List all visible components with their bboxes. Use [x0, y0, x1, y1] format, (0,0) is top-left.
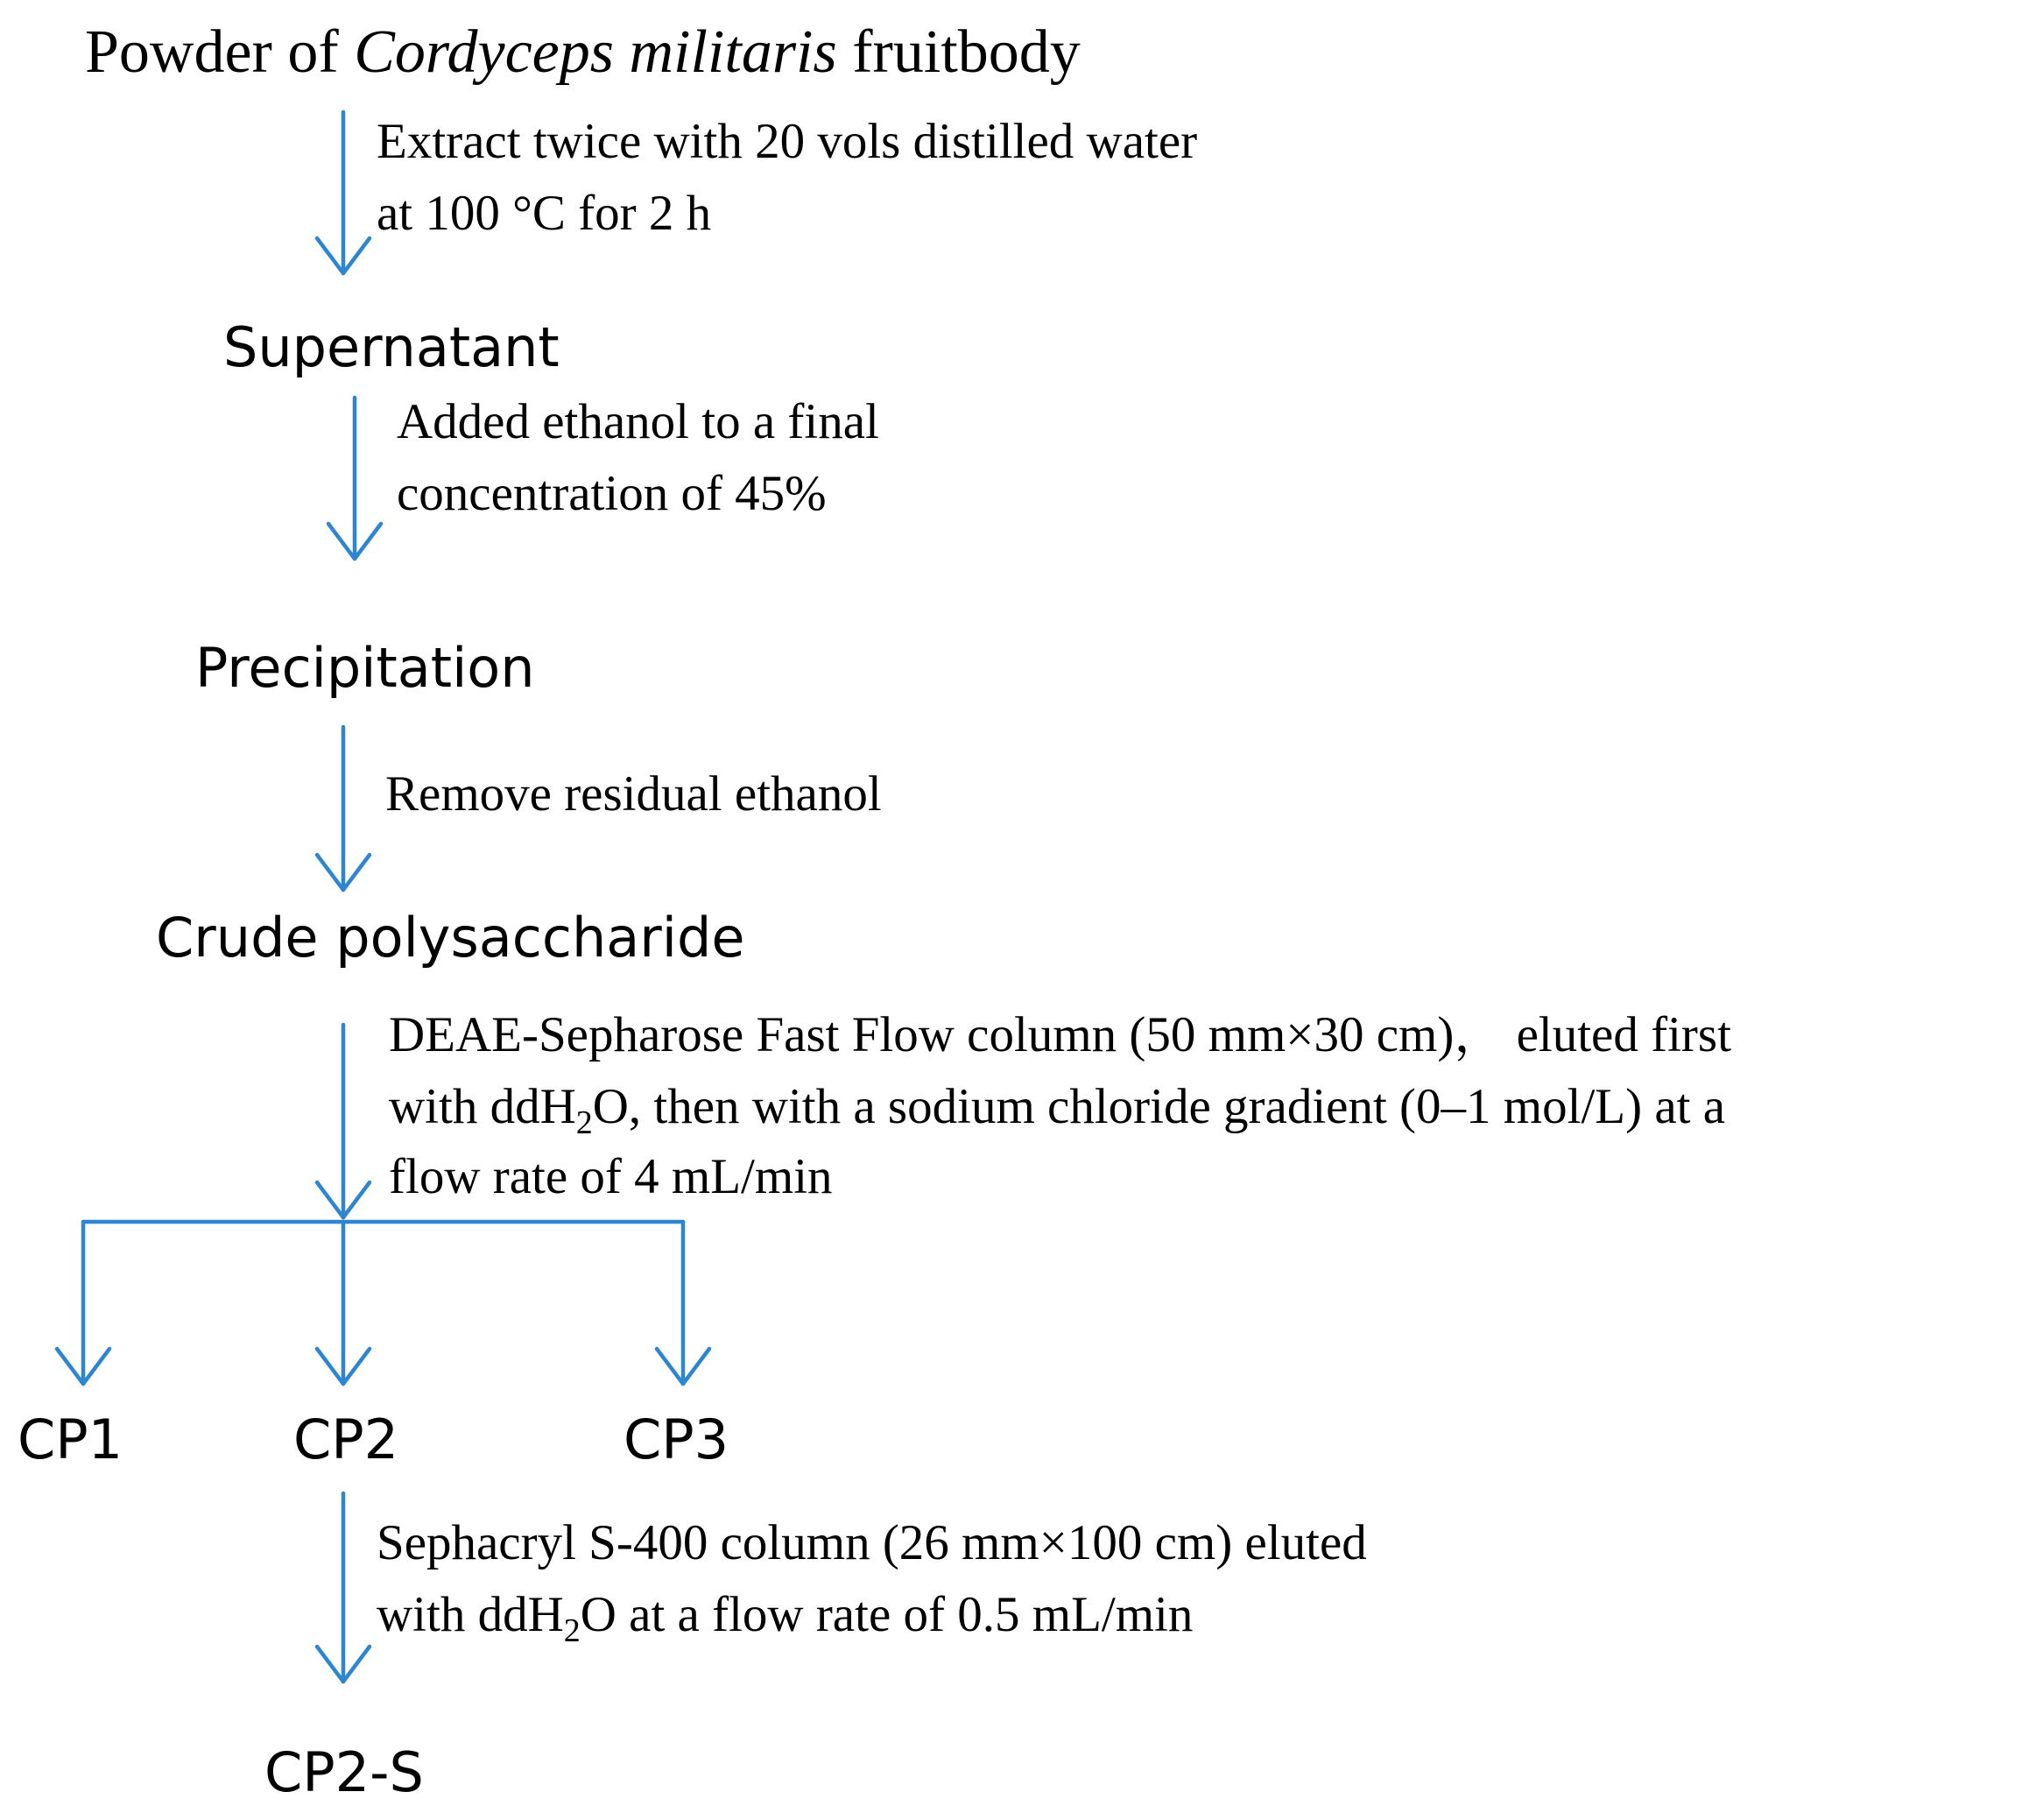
node-crude-polysaccharide: Crude polysaccharide [156, 906, 745, 970]
node-supernatant: Supernatant [223, 315, 560, 379]
branch-connector [57, 1222, 709, 1384]
step-deae-line2: with ddH$_2$O, then with a sodium chloride gradient (0–1 mol/L) at a [389, 1079, 1726, 1141]
node-cp1: CP1 [18, 1407, 123, 1471]
arrow-sephacryl [317, 1493, 370, 1682]
species-name: Cordyceps militaris [354, 18, 837, 86]
step-extract-line1: Extract twice with 20 vols distilled water [377, 114, 1198, 169]
arrow-ethanol [328, 398, 381, 559]
step-ethanol-line1: Added ethanol to a final [397, 394, 879, 449]
step-deae-line1: DEAE-Sepharose Fast Flow column (50 mm×30 cm)， eluted first [389, 1007, 1731, 1062]
arrow-deae [317, 1025, 370, 1217]
step-sephacryl-line2: with ddH$_2$O at a flow rate of 0.5 mL/min [377, 1587, 1194, 1649]
node-cp3: CP3 [624, 1407, 729, 1471]
arrow-extract [317, 112, 370, 273]
step-sephacryl-line1: Sephacryl S-400 column (26 mm×100 cm) eluted [377, 1515, 1367, 1570]
node-cp2: CP2 [293, 1407, 399, 1471]
arrow-remove [317, 727, 370, 890]
step-ethanol-line2: concentration of 45% [397, 466, 827, 521]
step-remove-line1: Remove residual ethanol [385, 766, 882, 822]
title-text: Powder of Cordyceps militaris fruitbody [85, 18, 1081, 86]
step-deae-line3: flow rate of 4 mL/min [389, 1149, 833, 1204]
node-precipitation: Precipitation [195, 636, 535, 700]
node-cp2-s: CP2-S [264, 1740, 424, 1804]
step-extract-line2: at 100 °C for 2 h [377, 186, 712, 241]
